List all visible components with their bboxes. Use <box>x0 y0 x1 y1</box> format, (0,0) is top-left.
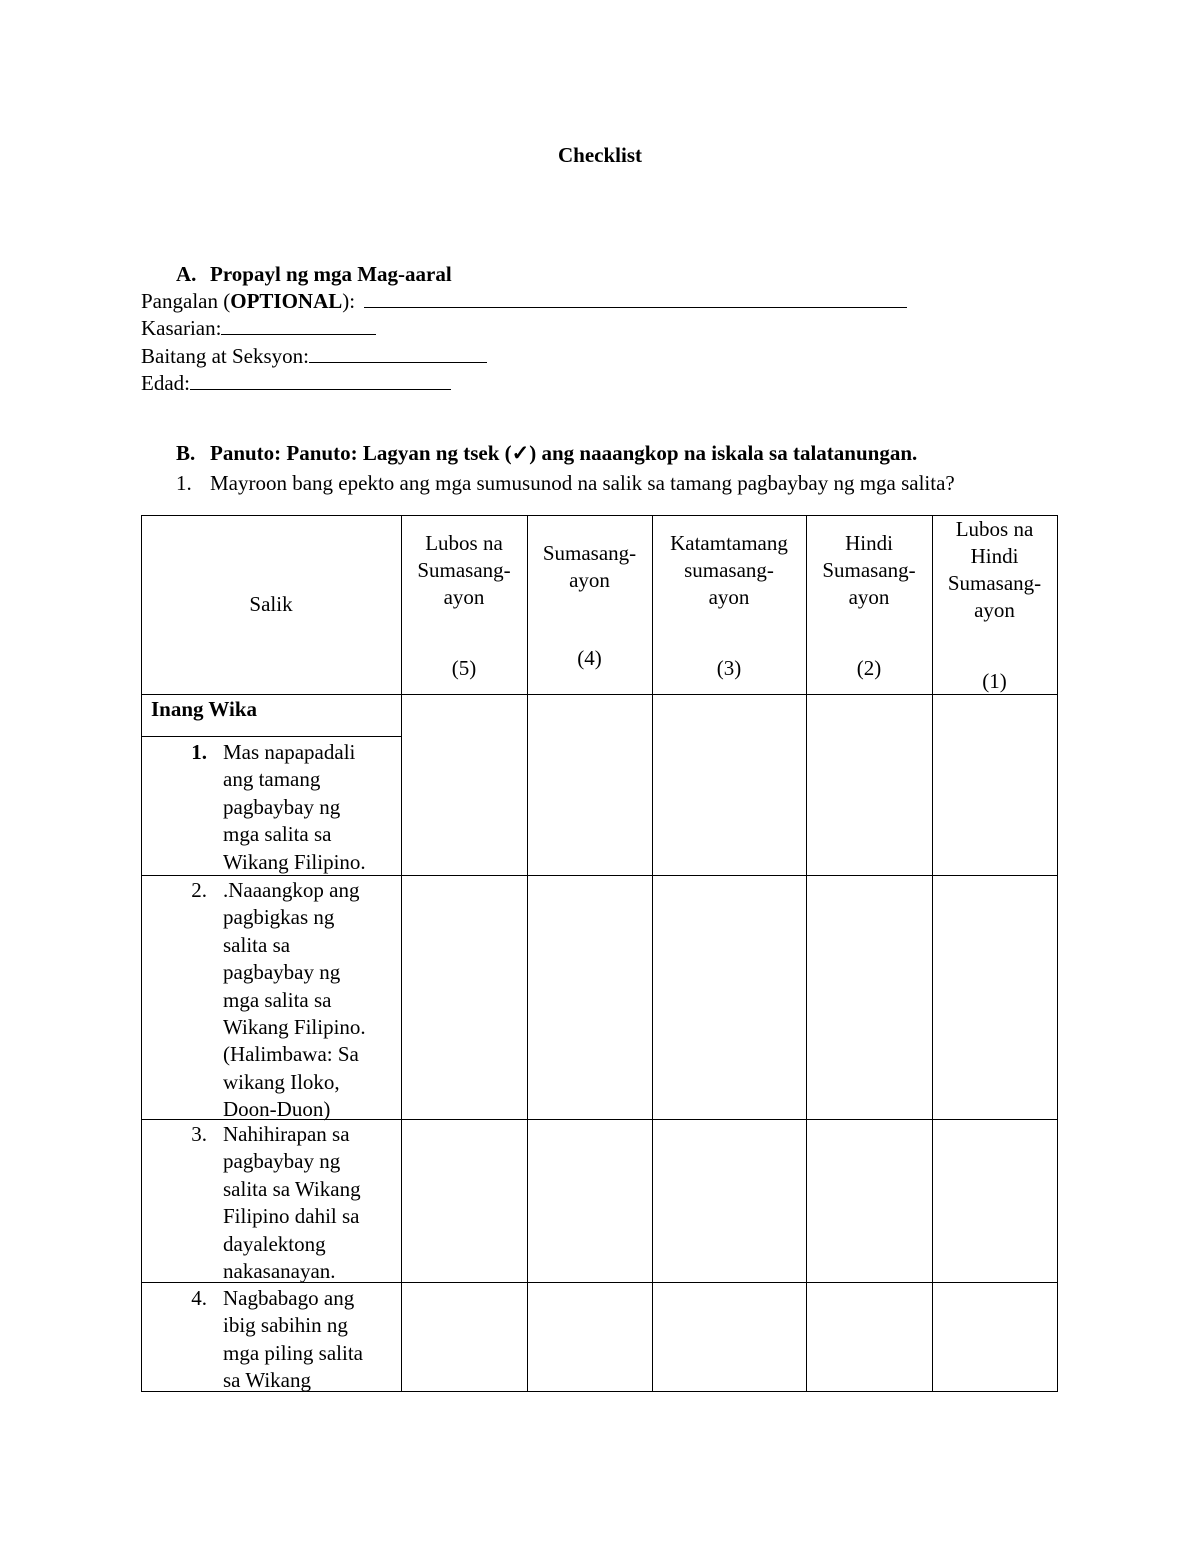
header-line: ayon <box>974 598 1015 622</box>
table-border-left <box>141 515 142 1392</box>
item-text <box>223 877 393 1124</box>
item-line: ibig sabihin ng <box>223 1313 348 1338</box>
item-line: pagbaybay ng <box>223 1149 341 1174</box>
header-scale-5 <box>401 530 527 611</box>
group-row-bottom <box>141 736 402 737</box>
header-line: ayon <box>848 585 890 609</box>
item-line: mga salita sa <box>223 987 332 1012</box>
item-text <box>223 1121 393 1285</box>
header-line: Hindi <box>970 544 1019 568</box>
item-line: Wikang Filipino. <box>223 1015 366 1040</box>
header-line: Sumasang- <box>542 541 637 565</box>
sex-label: Kasarian: <box>141 316 222 340</box>
section-b-letter: B. <box>176 441 196 465</box>
item-line: Filipino dahil sa <box>223 1204 360 1229</box>
item-line: mga salita sa <box>223 822 332 847</box>
header-scale-4-value: (4) <box>577 646 602 670</box>
item-line: Nahihirapan sa <box>223 1122 350 1146</box>
header-scale-5-value: (5) <box>451 656 477 680</box>
header-scale-1-value: (1) <box>982 669 1007 693</box>
header-line: Katamtamang <box>670 531 788 555</box>
header-line: Lubos na <box>425 531 503 555</box>
column-divider-3 <box>652 515 653 1392</box>
item-line: pagbaybay ng <box>223 960 341 985</box>
table-border-right <box>1057 515 1058 1392</box>
item-line: mga piling salita <box>223 1340 363 1365</box>
header-scale-3 <box>652 530 806 611</box>
section-a-letter: A. <box>176 262 197 286</box>
item-line: Mas napapadali <box>223 740 356 764</box>
section-b-instructions: Panuto: Panuto: Lagyan ng tsek (✓) ang naaangkop na iskala sa talatanungan. <box>210 441 918 465</box>
item-line: sa Wikang <box>223 1368 311 1393</box>
item-line: .Naaangkop ang <box>223 878 360 902</box>
column-divider-1 <box>401 515 402 1392</box>
item-line: salita sa Wikang <box>223 1176 361 1201</box>
item-line: pagbaybay ng <box>223 794 341 819</box>
header-scale-2 <box>806 530 932 611</box>
name-optional: OPTIONAL <box>230 289 343 313</box>
header-line: sumasang- <box>684 558 774 582</box>
header-line: Hindi <box>845 531 893 555</box>
item-line: ang tamang <box>223 767 321 792</box>
item-line: pagbigkas ng <box>223 905 335 930</box>
item-line: Doon-Duon) <box>223 1097 331 1122</box>
item-line: Nagbabago ang <box>223 1286 355 1310</box>
question-text: Mayroon bang epekto ang mga sumusunod na salik sa tamang pagbaybay ng mga salita? <box>210 471 955 495</box>
question-number: 1. <box>176 471 192 495</box>
grade-section-label: Baitang at Seksyon: <box>141 344 309 368</box>
item-text <box>223 1285 393 1395</box>
item-line: dayalektong <box>223 1231 326 1256</box>
page-title: Checklist <box>558 143 642 167</box>
age-label: Edad: <box>141 371 190 395</box>
table-header-bottom <box>141 694 1058 695</box>
column-divider-4 <box>806 515 807 1392</box>
column-divider-5 <box>932 515 933 1392</box>
item-line: wikang Iloko, <box>223 1069 340 1094</box>
header-line: ayon <box>708 585 750 609</box>
item-text <box>223 739 393 876</box>
header-line: Lubos na <box>955 517 1034 541</box>
table-border-top <box>141 515 1058 516</box>
item-number: 2. <box>191 878 207 902</box>
section-a-title: Propayl ng mga Mag-aaral <box>210 262 452 286</box>
header-line: Sumasang- <box>417 558 511 582</box>
header-scale-4 <box>527 540 652 594</box>
header-scale-2-value: (2) <box>856 656 882 680</box>
header-scale-1 <box>932 516 1057 624</box>
item-number: 4. <box>191 1286 207 1310</box>
name-label: Pangalan ( <box>141 289 231 313</box>
item-line: Wikang Filipino. <box>223 849 366 874</box>
header-line: Sumasang- <box>947 571 1042 595</box>
header-scale-3-value: (3) <box>716 656 742 680</box>
item-line: (Halimbawa: Sa <box>223 1042 359 1067</box>
item-number: 1. <box>191 740 207 764</box>
header-line: ayon <box>569 568 610 592</box>
name-label-suffix: ): <box>342 289 356 313</box>
item-line: salita sa <box>223 932 291 957</box>
header-line: ayon <box>443 585 485 609</box>
header-line: Sumasang- <box>822 558 916 582</box>
header-salik: Salik <box>249 592 293 616</box>
group-inang-wika: Inang Wika <box>151 697 258 721</box>
item-line: nakasanayan. <box>223 1259 336 1284</box>
item-number: 3. <box>191 1122 207 1146</box>
